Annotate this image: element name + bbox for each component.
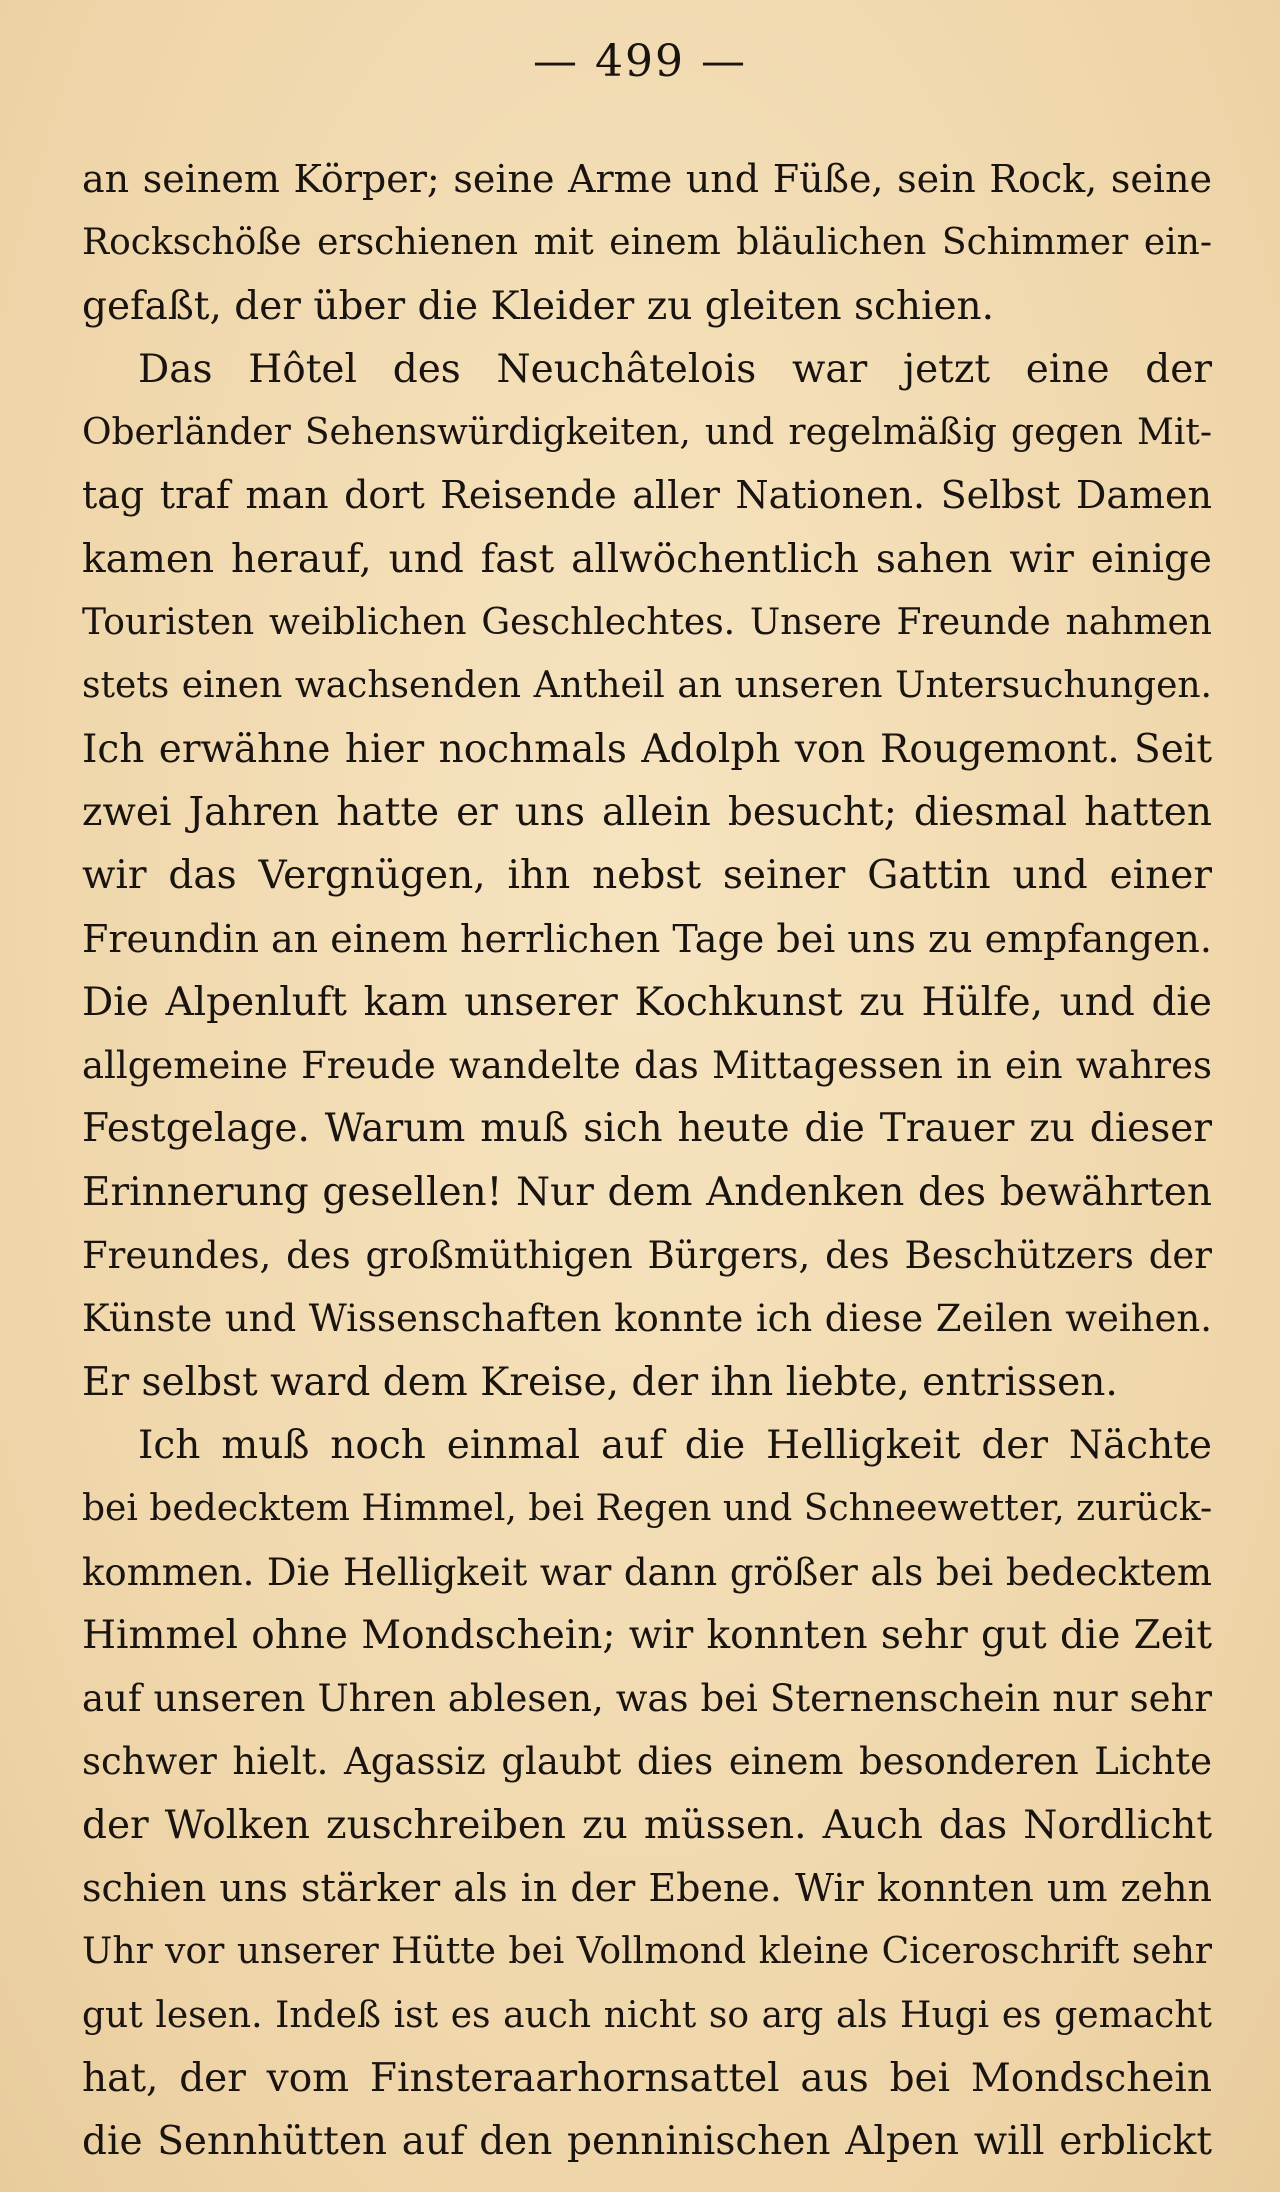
text-line: schwer hielt. Agassiz glaubt dies einem besonderen Lichte	[82, 1740, 1212, 1784]
text-line: stets einen wachsenden Antheil an unseren Untersuchungen.	[82, 665, 1212, 707]
text-line: Freundes, des großmüthigen Bürgers, des Beschützers der	[82, 1234, 1212, 1278]
text-line: Rockschöße erschienen mit einem bläulichen Schimmer ein-	[82, 222, 1212, 264]
text-line: auf unseren Uhren ablesen, was bei Sternenschein nur sehr	[82, 1677, 1212, 1721]
text-line: allgemeine Freude wandelte das Mittagessen in ein wahres	[82, 1044, 1212, 1088]
text-line: Ich muß noch einmal auf die Helligkeit der Nächte	[138, 1422, 1212, 1468]
page-number: — 499 —	[533, 36, 747, 87]
text-line: der Wolken zuschreiben zu müssen. Auch das Nordlicht	[82, 1802, 1212, 1848]
text-line: zwei Jahren hatte er uns allein besucht; diesmal hatten	[82, 789, 1212, 835]
text-line: Touristen weiblichen Geschlechtes. Unsere Freunde nahmen	[82, 602, 1212, 644]
text-line: tag traf man dort Reisende aller Nationen. Selbst Damen	[82, 473, 1212, 518]
text-line: Oberländer Sehenswürdigkeiten, und regelmäßig gegen Mit-	[82, 412, 1212, 454]
text-line: Freundin an einem herrlichen Tage bei uns zu empfangen.	[82, 916, 1212, 961]
text-line: gefaßt, der über die Kleider zu gleiten schien.	[82, 283, 995, 329]
text-line: Himmel ohne Mondschein; wir konnten sehr gut die Zeit	[82, 1612, 1212, 1658]
text-line: kamen herauf, und fast allwöchentlich sahen wir einige	[82, 536, 1212, 582]
text-line: Festgelage. Warum muß sich heute die Trauer zu dieser	[82, 1106, 1212, 1152]
text-line: die Sennhütten auf den penninischen Alpen will erblickt	[82, 2119, 1212, 2165]
text-line: gut lesen. Indeß ist es auch nicht so arg als Hugi es gemacht	[82, 1994, 1212, 2036]
text-line: wir das Vergnügen, ihn nebst seiner Gattin und einer	[82, 853, 1212, 899]
text-line: Die Alpenluft kam unserer Kochkunst zu Hülfe, und die	[82, 979, 1212, 1025]
text-line: kommen. Die Helligkeit war dann größer als bei bedecktem	[82, 1550, 1212, 1594]
text-line: Uhr vor unserer Hütte bei Vollmond kleine Ciceroschrift sehr	[82, 1931, 1212, 1973]
text-line: Ich erwähne hier nochmals Adolph von Rougemont. Seit	[82, 726, 1212, 772]
text-line: an seinem Körper; seine Arme und Füße, sein Rock, seine	[82, 157, 1212, 201]
text-line: hat, der vom Finsteraarhornsattel aus bei Mondschein	[82, 2055, 1212, 2101]
text-line: schien uns stärker als in der Ebene. Wir konnten um zehn	[82, 1866, 1212, 1911]
body-text	[82, 148, 1212, 2174]
text-line: Er selbst ward dem Kreise, der ihn liebte, entrissen.	[82, 1359, 1118, 1405]
text-line: Erinnerung gesellen! Nur dem Andenken des bewährten	[82, 1169, 1212, 1215]
text-line: Künste und Wissenschaften konnte ich diese Zeilen weihen.	[82, 1297, 1212, 1341]
text-line: bei bedecktem Himmel, bei Regen und Schneewetter, zurück-	[82, 1488, 1212, 1530]
text-line: Das Hôtel des Neuchâtelois war jetzt eine der	[138, 346, 1212, 392]
